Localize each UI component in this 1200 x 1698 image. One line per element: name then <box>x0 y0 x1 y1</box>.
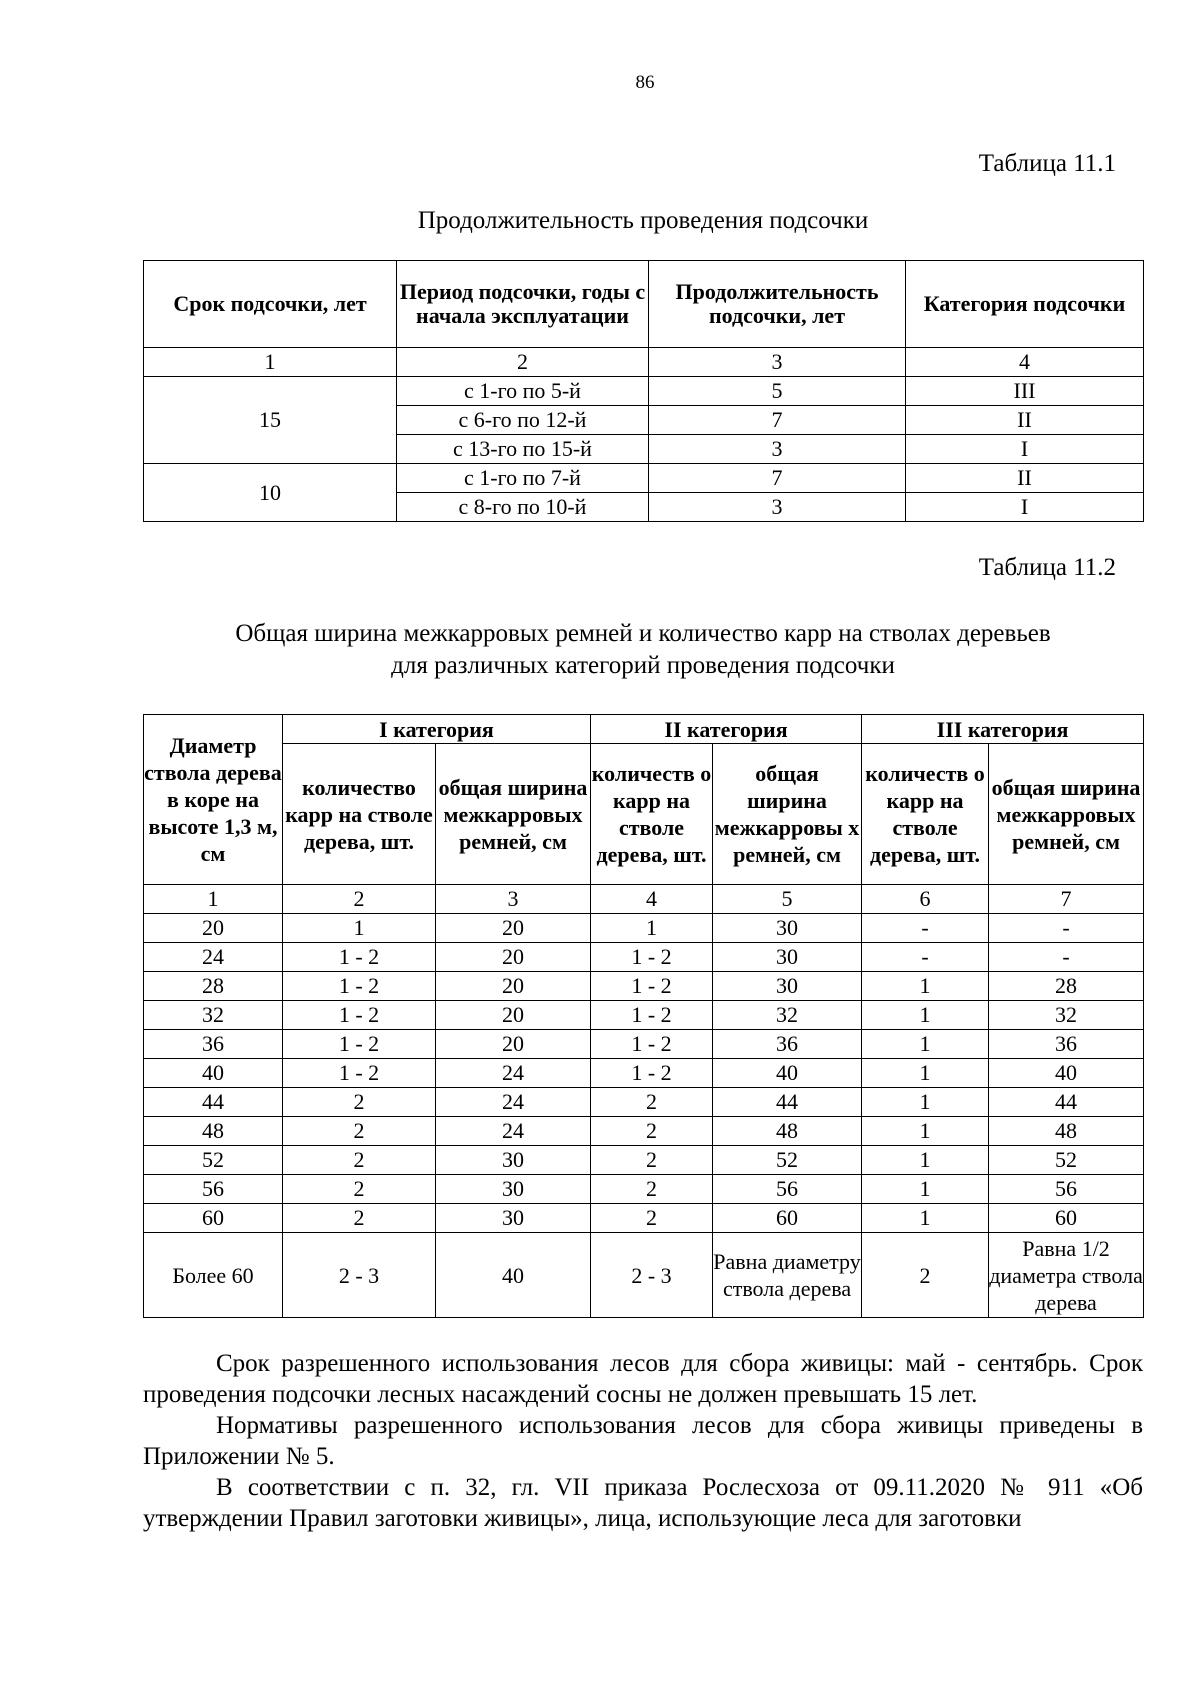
table-cell: 1 <box>862 972 989 1001</box>
column-header: количеств о карр на стволе дерева, шт. <box>862 744 989 885</box>
column-header: Период подсочки, годы с начала эксплуатации <box>397 261 649 348</box>
period-cell: с 13-го по 15-й <box>397 435 649 464</box>
table-cell: 36 <box>713 1030 862 1059</box>
table-cell: 1 - 2 <box>283 1001 436 1030</box>
table-cell: 20 <box>436 943 591 972</box>
table-cell: 40 <box>436 1233 591 1318</box>
table-cell: 24 <box>144 943 283 972</box>
table-cell: 2 <box>591 1175 713 1204</box>
table-2-label: Таблица 11.2 <box>978 554 1116 581</box>
table-cell: 56 <box>713 1175 862 1204</box>
duration-cell: 5 <box>649 377 906 406</box>
period-cell: с 8-го по 10-й <box>397 493 649 522</box>
table-cell: 28 <box>989 972 1144 1001</box>
table-cell: 52 <box>713 1146 862 1175</box>
table-cell: 1 - 2 <box>283 943 436 972</box>
table-cell: 20 <box>436 914 591 943</box>
table-cell: 1 - 2 <box>283 1030 436 1059</box>
table-header-row <box>144 261 1144 348</box>
table-cell: - <box>862 943 989 972</box>
table-cell: - <box>862 914 989 943</box>
column-header: Продолжительность подсочки, лет <box>649 261 906 348</box>
column-number: 6 <box>862 885 989 914</box>
table-cell: 48 <box>144 1117 283 1146</box>
table-cell: 2 <box>283 1146 436 1175</box>
column-header: Категория подсочки <box>906 261 1144 348</box>
category-cell: I <box>906 493 1144 522</box>
table-cell: 30 <box>436 1146 591 1175</box>
paragraph: Срок разрешенного использования лесов для сбора живицы: май - сентябрь. Срок проведения подсочки лесных насаждений сосны не должен превышать 15 лет. <box>143 1350 1143 1408</box>
table-cell: 1 <box>862 1175 989 1204</box>
table-row <box>144 1233 1144 1318</box>
table-cell: 1 <box>862 1001 989 1030</box>
column-number: 7 <box>989 885 1144 914</box>
table-cell: 2 <box>283 1117 436 1146</box>
table-cell: 1 <box>862 1117 989 1146</box>
table-cell: 20 <box>436 972 591 1001</box>
duration-cell: 7 <box>649 464 906 493</box>
table-cell: 2 <box>283 1204 436 1233</box>
table-row <box>144 1001 1144 1030</box>
table-cell: 1 - 2 <box>591 972 713 1001</box>
period-cell: с 1-го по 5-й <box>397 377 649 406</box>
table-cell: 1 - 2 <box>591 1059 713 1088</box>
table-cell: 2 <box>591 1146 713 1175</box>
column-header: общая ширина межкарровых ремней, см <box>436 744 591 885</box>
body-text <box>143 1348 1143 1534</box>
table-row <box>144 1146 1144 1175</box>
table-cell: 20 <box>144 914 283 943</box>
table-2-title-line-1: Общая ширина межкарровых ремней и количество карр на стволах деревьев <box>235 620 1051 647</box>
column-number: 3 <box>649 348 906 377</box>
table-cell: 1 <box>591 914 713 943</box>
table-cell: 1 - 2 <box>591 1030 713 1059</box>
column-number: 2 <box>397 348 649 377</box>
table-cell: 44 <box>144 1088 283 1117</box>
table-cell: 36 <box>989 1030 1144 1059</box>
category-header: I категория <box>283 715 591 744</box>
table-cell: 24 <box>436 1088 591 1117</box>
column-header: Срок подсочки, лет <box>144 261 397 348</box>
paragraph: В соответствии с п. 32, гл. VII приказа Рослесхоза от 09.11.2020 № 911 «Об утверждении Правил заготовки живицы», лица, использующие леса для заготовки <box>143 1474 1143 1532</box>
paragraph: Нормативы разрешенного использования лесов для сбора живицы приведены в Приложении № 5. <box>143 1412 1143 1470</box>
column-header: количество карр на стволе дерева, шт. <box>283 744 436 885</box>
table-row <box>144 1030 1144 1059</box>
table-cell: Более 60 <box>144 1233 283 1318</box>
table-cell: 1 <box>862 1204 989 1233</box>
column-header: общая ширина межкарровых ремней, см <box>989 744 1144 885</box>
column-number: 4 <box>591 885 713 914</box>
category-cell: I <box>906 435 1144 464</box>
column-number: 3 <box>436 885 591 914</box>
column-number: 1 <box>144 348 397 377</box>
term-cell: 10 <box>144 464 397 522</box>
table-row <box>144 1117 1144 1146</box>
table-cell: 30 <box>713 972 862 1001</box>
table-row <box>144 1059 1144 1088</box>
table-1-label: Таблица 11.1 <box>978 150 1116 177</box>
column-number: 1 <box>144 885 283 914</box>
table-cell: 2 <box>862 1233 989 1318</box>
period-cell: с 1-го по 7-й <box>397 464 649 493</box>
table-cell: - <box>989 943 1144 972</box>
table-row <box>144 1175 1144 1204</box>
table-cell: 1 <box>283 914 436 943</box>
table-cell: 56 <box>989 1175 1144 1204</box>
table-cell: 30 <box>436 1204 591 1233</box>
table-subheader-row <box>144 744 1144 885</box>
table-cell: 32 <box>989 1001 1144 1030</box>
table-cell: 2 <box>283 1088 436 1117</box>
table-cell: 30 <box>436 1175 591 1204</box>
duration-table <box>143 260 1144 522</box>
table-cell: 30 <box>713 914 862 943</box>
table-cell: 1 <box>862 1146 989 1175</box>
period-cell: с 6-го по 12-й <box>397 406 649 435</box>
page-number: 86 <box>635 72 655 93</box>
table-cell: 2 - 3 <box>591 1233 713 1318</box>
table-cell: 56 <box>144 1175 283 1204</box>
table-cell: 24 <box>436 1117 591 1146</box>
table-cell: 1 - 2 <box>283 972 436 1001</box>
table-row <box>144 943 1144 972</box>
table-cell: 2 <box>591 1088 713 1117</box>
duration-cell: 7 <box>649 406 906 435</box>
table-cell: 1 - 2 <box>591 1001 713 1030</box>
category-cell: II <box>906 464 1144 493</box>
table-cell: 32 <box>713 1001 862 1030</box>
table-row <box>144 914 1144 943</box>
table-row <box>144 972 1144 1001</box>
table-cell: 1 <box>862 1059 989 1088</box>
table-cell: Равна диаметру ствола дерева <box>713 1233 862 1318</box>
column-number: 5 <box>713 885 862 914</box>
table-cell: Равна 1/2 диаметра ствола дерева <box>989 1233 1144 1318</box>
table-cell: 30 <box>713 943 862 972</box>
column-number: 2 <box>283 885 436 914</box>
table-row <box>144 377 1144 406</box>
table-cell: 60 <box>144 1204 283 1233</box>
table-cell: 28 <box>144 972 283 1001</box>
table-cell: 40 <box>713 1059 862 1088</box>
table-cell: 36 <box>144 1030 283 1059</box>
table-cell: 44 <box>989 1088 1144 1117</box>
table-cell: 48 <box>989 1117 1144 1146</box>
duration-cell: 3 <box>649 493 906 522</box>
duration-cell: 3 <box>649 435 906 464</box>
table-cell: 20 <box>436 1030 591 1059</box>
table-row <box>144 464 1144 493</box>
table-cell: 40 <box>989 1059 1144 1088</box>
table-row <box>144 1204 1144 1233</box>
table-cell: 2 <box>591 1204 713 1233</box>
category-cell: II <box>906 406 1144 435</box>
table-cell: 1 <box>862 1030 989 1059</box>
table-cell: 48 <box>713 1117 862 1146</box>
table-cell: 1 - 2 <box>591 943 713 972</box>
table-cell: 1 <box>862 1088 989 1117</box>
table-header-row <box>144 715 1144 744</box>
table-cell: 2 <box>283 1175 436 1204</box>
category-header: II категория <box>591 715 862 744</box>
term-cell: 15 <box>144 377 397 464</box>
table-2-title-line-2: для различных категорий проведения подсочки <box>391 652 895 679</box>
table-cell: 2 - 3 <box>283 1233 436 1318</box>
column-header: количеств о карр на стволе дерева, шт. <box>591 744 713 885</box>
table-cell: - <box>989 914 1144 943</box>
table-cell: 40 <box>144 1059 283 1088</box>
table-cell: 60 <box>713 1204 862 1233</box>
diameter-header: Диаметр ствола дерева в коре на высоте 1,3 м, см <box>144 715 283 885</box>
table-cell: 2 <box>591 1117 713 1146</box>
table-cell: 20 <box>436 1001 591 1030</box>
table-cell: 44 <box>713 1088 862 1117</box>
table-row <box>144 1088 1144 1117</box>
column-header: общая ширина межкарровы х ремней, см <box>713 744 862 885</box>
table-cell: 60 <box>989 1204 1144 1233</box>
table-cell: 24 <box>436 1059 591 1088</box>
column-numbering-row <box>144 348 1144 377</box>
column-numbering-row <box>144 885 1144 914</box>
table-1-title: Продолжительность проведения подсочки <box>417 207 869 234</box>
column-number: 4 <box>906 348 1144 377</box>
belt-width-table <box>143 714 1144 1318</box>
table-cell: 52 <box>989 1146 1144 1175</box>
table-cell: 52 <box>144 1146 283 1175</box>
category-cell: III <box>906 377 1144 406</box>
table-cell: 32 <box>144 1001 283 1030</box>
category-header: III категория <box>862 715 1144 744</box>
table-cell: 1 - 2 <box>283 1059 436 1088</box>
